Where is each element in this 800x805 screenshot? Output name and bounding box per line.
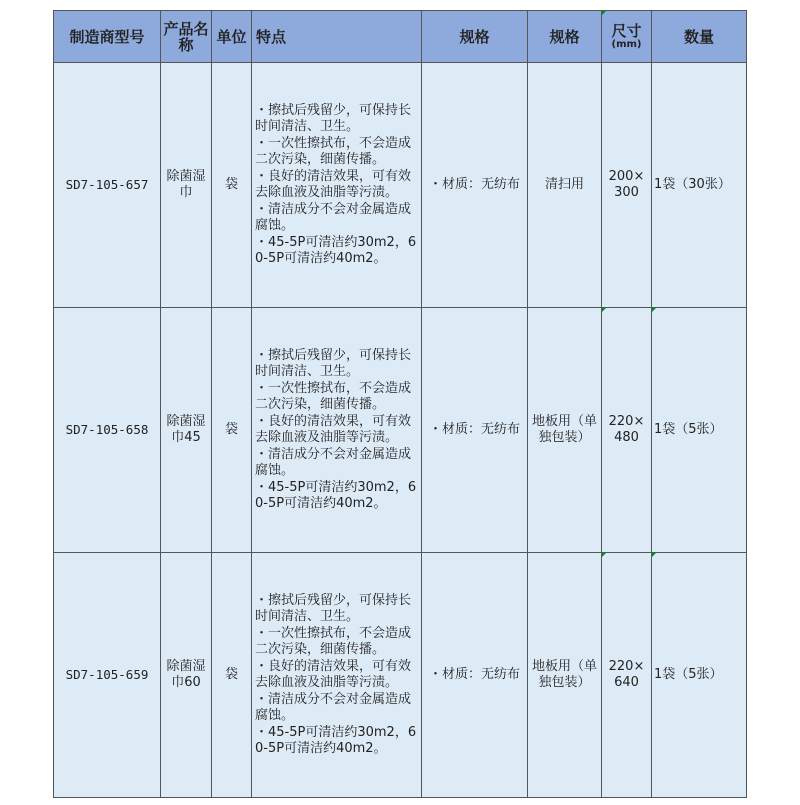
cell-model: SD7-105-658 — [54, 308, 161, 553]
table-body — [54, 63, 747, 798]
cell-unit: 袋 — [212, 63, 252, 308]
cell-features — [252, 553, 422, 798]
cell-quantity — [652, 308, 747, 553]
quantity-value: 1袋（5张） — [654, 667, 723, 682]
size-value: 220×640 — [608, 659, 645, 690]
cell-usage: 地板用（单独包装） — [528, 553, 602, 798]
feature-line: ・45-5P可清洁约30m2，60-5P可清洁约40m2。 — [255, 724, 417, 756]
size-value: 200×300 — [608, 169, 645, 200]
feature-line: ・一次性擦拭布，不会造成二次污染，细菌传播。 — [255, 380, 412, 412]
header-quantity: 数量 — [652, 11, 747, 63]
feature-line: ・清洁成分不会对金属造成腐蚀。 — [255, 201, 412, 233]
feature-line: ・45-5P可清洁约30m2，60-5P可清洁约40m2。 — [255, 479, 417, 511]
feature-line: ・擦拭后残留少，可保持长时间清洁、卫生。 — [255, 347, 412, 379]
header-model: 制造商型号 — [54, 11, 161, 63]
table-row — [54, 63, 747, 308]
cell-features — [252, 63, 422, 308]
feature-line: ・一次性擦拭布，不会造成二次污染，细菌传播。 — [255, 625, 412, 657]
header-spec-material: 规格 — [422, 11, 528, 63]
cell-usage: 地板用（单独包装） — [528, 308, 602, 553]
feature-line: ・擦拭后残留少，可保持长时间清洁、卫生。 — [255, 592, 412, 624]
cell-unit: 袋 — [212, 553, 252, 798]
feature-line: ・良好的清洁效果，可有效去除血液及油脂等污渍。 — [255, 413, 412, 445]
table-row — [54, 553, 747, 798]
cell-name: 除菌湿巾45 — [161, 308, 212, 553]
header-unit: 单位 — [212, 11, 252, 63]
cell-comment-marker — [601, 307, 607, 313]
cell-comment-marker — [651, 307, 657, 313]
cell-comment-marker — [601, 10, 607, 16]
table-row — [54, 308, 747, 553]
cell-size — [602, 308, 652, 553]
header-name: 产品名称 — [161, 11, 212, 63]
quantity-value: 1袋（5张） — [654, 422, 723, 437]
header-size-unit: (mm) — [611, 38, 642, 50]
feature-line: ・良好的清洁效果，可有效去除血液及油脂等污渍。 — [255, 658, 412, 690]
header-size-label: 尺寸 — [611, 21, 642, 40]
header-row — [54, 11, 747, 63]
cell-size — [602, 63, 652, 308]
quantity-value: 1袋（30张） — [654, 177, 731, 192]
feature-line: ・清洁成分不会对金属造成腐蚀。 — [255, 446, 412, 478]
cell-usage: 清扫用 — [528, 63, 602, 308]
cell-material: ・材质：无纺布 — [422, 553, 528, 798]
header-size — [602, 11, 652, 63]
cell-material: ・材质：无纺布 — [422, 63, 528, 308]
feature-line: ・擦拭后残留少，可保持长时间清洁、卫生。 — [255, 102, 412, 134]
cell-comment-marker — [651, 552, 657, 558]
cell-size — [602, 553, 652, 798]
cell-quantity — [652, 63, 747, 308]
cell-model: SD7-105-657 — [54, 63, 161, 308]
feature-line: ・清洁成分不会对金属造成腐蚀。 — [255, 691, 412, 723]
cell-features — [252, 308, 422, 553]
cell-name: 除菌湿巾 — [161, 63, 212, 308]
feature-line: ・一次性擦拭布，不会造成二次污染，细菌传播。 — [255, 135, 412, 167]
cell-material: ・材质：无纺布 — [422, 308, 528, 553]
cell-quantity — [652, 553, 747, 798]
cell-model: SD7-105-659 — [54, 553, 161, 798]
size-value: 220×480 — [608, 414, 645, 445]
feature-line: ・良好的清洁效果，可有效去除血液及油脂等污渍。 — [255, 168, 412, 200]
cell-comment-marker — [601, 552, 607, 558]
feature-line: ・45-5P可清洁约30m2，60-5P可清洁约40m2。 — [255, 234, 417, 266]
cell-name: 除菌湿巾60 — [161, 553, 212, 798]
header-spec-usage: 规格 — [528, 11, 602, 63]
product-spec-table — [53, 10, 747, 798]
header-features: 特点 — [252, 11, 422, 63]
cell-unit: 袋 — [212, 308, 252, 553]
product-table-container — [53, 10, 746, 798]
